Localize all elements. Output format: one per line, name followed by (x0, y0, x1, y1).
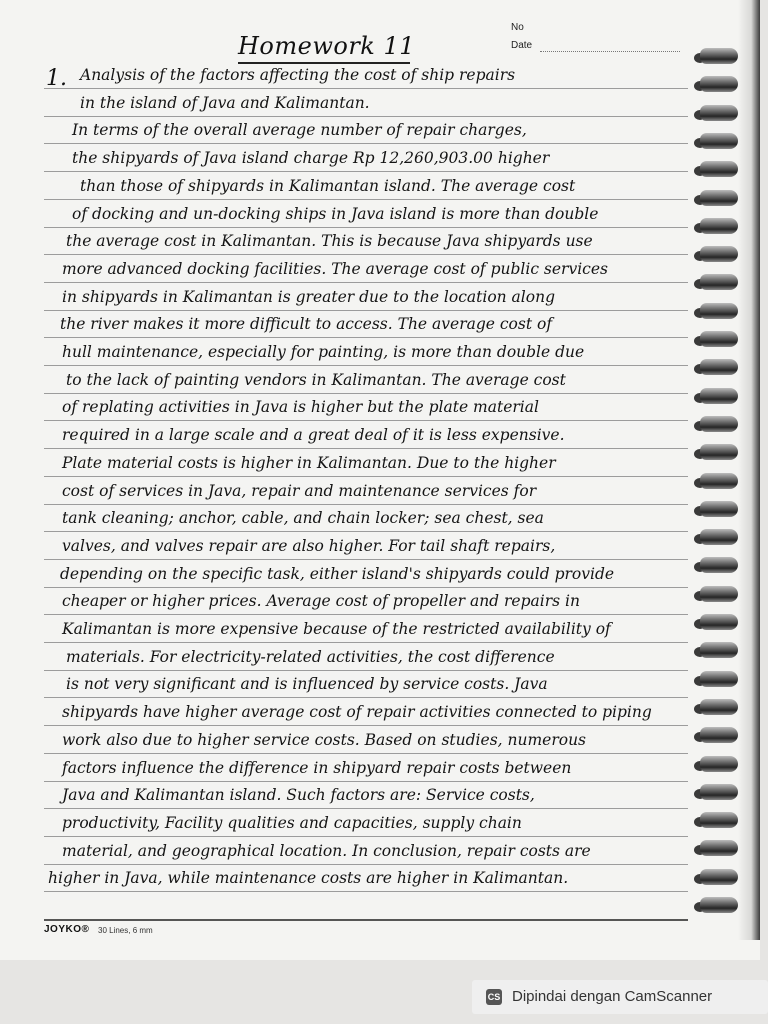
text-line: in shipyards in Kalimantan is greater due to the location along (62, 287, 555, 306)
ring-wire (700, 869, 738, 885)
spiral-ring (694, 473, 744, 491)
text-line: Kalimantan is more expensive because of the restricted availability of (62, 620, 611, 638)
spiral-ring (694, 529, 744, 547)
rule-line (44, 310, 688, 311)
ring-wire (700, 48, 738, 64)
rule-line (44, 836, 688, 837)
text-line: than those of shipyards in Kalimantan island. The average cost (80, 176, 576, 195)
ring-wire (700, 784, 738, 800)
rule-line (44, 337, 688, 338)
rule-line (44, 254, 688, 255)
spiral-ring (694, 161, 744, 179)
spiral-ring (694, 642, 744, 660)
text-line: required in a large scale and a great deal of it is less expensive. (62, 426, 565, 445)
rule-line (44, 725, 688, 726)
rule-line (44, 116, 688, 117)
text-line: shipyards have higher average cost of repair activities connected to piping (62, 703, 652, 722)
ring-wire (700, 388, 738, 404)
rule-line (44, 587, 688, 588)
ring-wire (700, 671, 738, 687)
rule-line (44, 448, 688, 449)
paper-spec: 30 Lines, 6 mm (98, 926, 153, 935)
spiral-ring (694, 388, 744, 406)
spiral-ring (694, 303, 744, 321)
rule-line (44, 393, 688, 394)
text-line: to the lack of painting vendors in Kalimantan. The average cost (66, 370, 566, 389)
ring-wire (700, 246, 738, 262)
text-line: tank cleaning; anchor, cable, and chain locker; sea chest, sea (62, 509, 544, 528)
spiral-ring (694, 784, 744, 802)
spiral-ring (694, 76, 744, 94)
ring-wire (700, 331, 738, 347)
ring-wire (700, 642, 738, 658)
camscanner-badge (472, 980, 768, 1014)
rule-line (44, 143, 688, 144)
rule-line (44, 670, 688, 671)
camscanner-text: Dipindai dengan CamScanner (512, 988, 713, 1005)
rule-line (44, 642, 688, 643)
text-line: valves, and valves repair are also higher. For tail shaft repairs, (62, 536, 556, 555)
brand-logo: JOYKO® (44, 924, 90, 935)
text-line: the average cost in Kalimantan. This is because Java shipyards use (66, 232, 593, 251)
spiral-ring (694, 501, 744, 519)
spiral-ring (694, 105, 744, 123)
rule-line (44, 88, 688, 89)
spiral-ring (694, 218, 744, 236)
ring-wire (700, 274, 738, 290)
date-line (540, 51, 680, 52)
rule-line (44, 919, 688, 921)
spiral-ring (694, 48, 744, 66)
text-line: Java and Kalimantan island. Such factors are: Service costs, (62, 786, 535, 805)
ring-wire (700, 812, 738, 828)
ring-wire (700, 529, 738, 545)
ring-wire (700, 840, 738, 856)
spiral-ring (694, 133, 744, 151)
spiral-ring (694, 869, 744, 887)
rule-line (44, 559, 688, 560)
ring-wire (700, 76, 738, 92)
rule-line (44, 365, 688, 366)
ring-wire (700, 473, 738, 489)
ring-wire (700, 614, 738, 630)
ring-wire (700, 190, 738, 206)
spiral-ring (694, 756, 744, 774)
rule-line (44, 227, 688, 228)
text-line: hull maintenance, especially for painting, is more than double due (62, 343, 585, 361)
item-number: 1. (46, 66, 67, 91)
ring-wire (700, 699, 738, 715)
rule-line (44, 171, 688, 172)
ring-wire (700, 303, 738, 319)
spiral-ring (694, 840, 744, 858)
ring-wire (700, 727, 738, 743)
text-line: Plate material costs is higher in Kalimantan. Due to the higher (62, 453, 556, 472)
ring-wire (700, 416, 738, 432)
ring-wire (700, 218, 738, 234)
ring-wire (700, 105, 738, 121)
rule-line (44, 891, 688, 892)
ring-wire (700, 444, 738, 460)
ring-wire (700, 501, 738, 517)
text-line: in the island of Java and Kalimantan. (80, 93, 370, 112)
rule-line (44, 697, 688, 698)
spiral-ring (694, 359, 744, 377)
page-title: Homework 11 (238, 32, 416, 60)
ring-wire (700, 756, 738, 772)
spiral-ring (694, 557, 744, 575)
text-line: of docking and un-docking ships in Java island is more than double (72, 204, 599, 223)
text-line: more advanced docking facilities. The average cost of public services (62, 259, 608, 278)
rule-line (44, 531, 688, 532)
text-line: the river makes it more difficult to access. The average cost of (60, 315, 553, 334)
rule-line (44, 420, 688, 421)
rule-line (44, 282, 688, 283)
spiral-ring (694, 614, 744, 632)
spiral-ring (694, 246, 744, 264)
text-line: higher in Java, while maintenance costs are higher in Kalimantan. (48, 869, 569, 888)
rule-line (44, 614, 688, 615)
text-line: productivity, Facility qualities and capacities, supply chain (62, 813, 522, 832)
rule-line (44, 808, 688, 809)
text-line: the shipyards of Java island charge Rp 12,260,903.00 higher (72, 149, 550, 168)
text-line: Analysis of the factors affecting the cost of ship repairs (80, 66, 516, 84)
rule-line (44, 504, 688, 505)
camscanner-logo-icon: CS (486, 989, 502, 1005)
title-underline (238, 62, 410, 64)
text-line: work also due to higher service costs. Based on studies, numerous (62, 730, 587, 749)
spiral-ring (694, 190, 744, 208)
text-line: factors influence the difference in shipyard repair costs between (62, 758, 572, 777)
rule-line (44, 476, 688, 477)
spiral-ring (694, 699, 744, 717)
spiral-ring (694, 444, 744, 462)
ring-wire (700, 557, 738, 573)
spiral-ring (694, 416, 744, 434)
text-line: is not very significant and is influenced by service costs. Java (66, 675, 548, 694)
ring-wire (700, 133, 738, 149)
text-line: depending on the specific task, either island's shipyards could provide (60, 564, 615, 583)
rule-line (44, 753, 688, 754)
ring-wire (700, 897, 738, 913)
date-label: Date (511, 40, 533, 51)
no-label: No (511, 22, 524, 33)
rule-line (44, 864, 688, 865)
text-line: material, and geographical location. In conclusion, repair costs are (62, 841, 591, 860)
spiral-ring (694, 586, 744, 604)
rule-line (44, 781, 688, 782)
spiral-ring (694, 274, 744, 292)
spiral-ring (694, 812, 744, 830)
spiral-ring (694, 727, 744, 745)
text-line: cheaper or higher prices. Average cost of propeller and repairs in (62, 592, 580, 611)
spiral-ring (694, 897, 744, 915)
spiral-ring (694, 671, 744, 689)
ring-wire (700, 359, 738, 375)
text-line: of replating activities in Java is higher but the plate material (62, 398, 539, 417)
spiral-ring (694, 331, 744, 349)
rule-line (44, 199, 688, 200)
text-line: In terms of the overall average number of repair charges, (72, 121, 527, 140)
text-line: materials. For electricity-related activities, the cost difference (66, 647, 555, 666)
ring-wire (700, 161, 738, 177)
text-line: cost of services in Java, repair and maintenance services for (62, 481, 537, 500)
ring-wire (700, 586, 738, 602)
